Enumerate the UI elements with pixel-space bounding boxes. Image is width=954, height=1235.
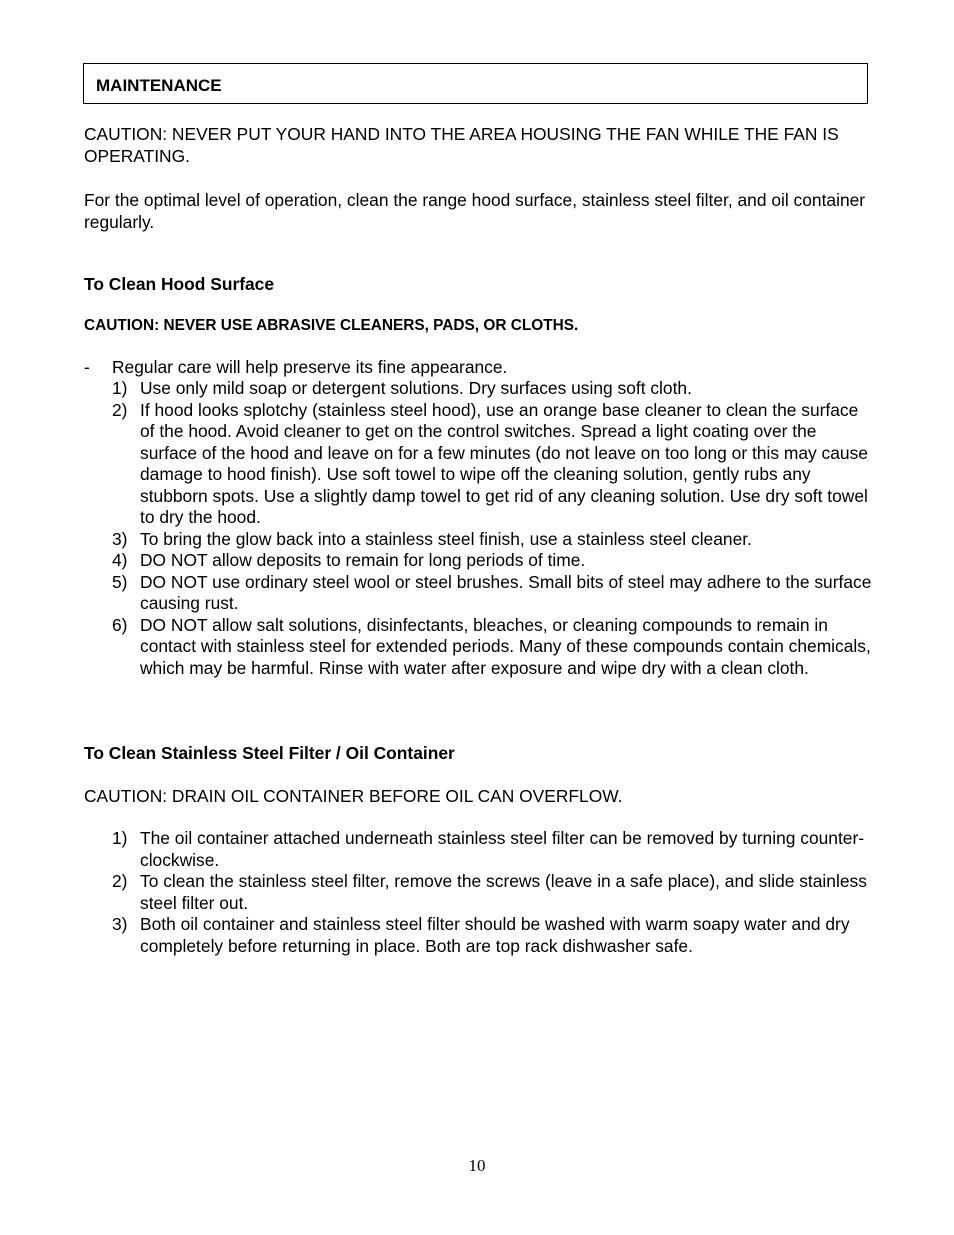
step-text: To bring the glow back into a stainless steel finish, use a stainless steel cleaner. bbox=[140, 528, 752, 549]
hood-surface-caution: CAUTION: NEVER USE ABRASIVE CLEANERS, PADS, OR CLOTHS. bbox=[84, 317, 579, 334]
step-number: 1) bbox=[112, 828, 128, 848]
page-number: 10 bbox=[468, 1156, 486, 1175]
section-title: MAINTENANCE bbox=[96, 76, 222, 95]
step-number: 2) bbox=[112, 871, 128, 891]
hood-surface-steps bbox=[84, 378, 874, 679]
step-number: 6) bbox=[112, 614, 128, 635]
step-text: To clean the stainless steel filter, remove the screws (leave in a safe place), and slide stainless steel filter out. bbox=[140, 871, 867, 913]
filter-steps bbox=[84, 828, 874, 957]
filter-caution: CAUTION: DRAIN OIL CONTAINER BEFORE OIL CAN OVERFLOW. bbox=[84, 786, 623, 806]
list-item bbox=[84, 871, 874, 914]
step-text: The oil container attached underneath stainless steel filter can be removed by turning counter-clockwise. bbox=[140, 828, 865, 870]
step-number: 4) bbox=[112, 550, 128, 570]
list-item bbox=[84, 615, 874, 680]
hood-surface-heading: To Clean Hood Surface bbox=[84, 274, 275, 294]
care-bullet-text: Regular care will help preserve its fine appearance. bbox=[112, 357, 508, 377]
step-text: Both oil container and stainless steel filter should be washed with warm soapy water and dry completely before returning in place. Both are top rack dishwasher safe. bbox=[140, 914, 850, 956]
intro-paragraph: For the optimal level of operation, clean the range hood surface, stainless steel filter, and oil container regularly. bbox=[84, 190, 866, 232]
step-text: DO NOT allow deposits to remain for long periods of time. bbox=[140, 550, 586, 570]
list-item bbox=[84, 550, 874, 572]
step-text: DO NOT allow salt solutions, disinfectants, bleaches, or cleaning compounds to remain in contact with stainless steel for extended periods. Many of these compounds contain chemicals, which may be harmful. Rinse with water after exposure and wipe dry with a clean cloth. bbox=[140, 614, 871, 678]
step-text: DO NOT use ordinary steel wool or steel brushes. Small bits of steel may adhere to the surface causing rust. bbox=[140, 571, 872, 613]
step-text: If hood looks splotchy (stainless steel hood), use an orange base cleaner to clean the surface of the hood. Avoid cleaner to get on the control switches. Spread a light coating over the surface of the hood and leave on for a few minutes (do not leave on too long or this may cause damage to hood finish). Use soft towel to wipe off the cleaning solution, gently rubs any stubborn spots. Use a slightly damp towel to get rid of any cleaning solution. Use dry soft towel to dry the hood. bbox=[140, 399, 868, 527]
filter-heading: To Clean Stainless Steel Filter / Oil Container bbox=[84, 743, 455, 763]
step-number: 5) bbox=[112, 571, 128, 592]
list-item bbox=[84, 378, 874, 400]
list-item bbox=[84, 529, 874, 551]
dash-marker: - bbox=[84, 357, 90, 377]
list-item bbox=[84, 828, 874, 871]
step-number: 3) bbox=[112, 528, 128, 549]
caution-fan: CAUTION: NEVER PUT YOUR HAND INTO THE AREA HOUSING THE FAN WHILE THE FAN IS OPERATING. bbox=[84, 124, 839, 166]
step-number: 2) bbox=[112, 399, 128, 420]
step-text: Use only mild soap or detergent solutions. Dry surfaces using soft cloth. bbox=[140, 378, 692, 398]
section-header-box bbox=[83, 63, 868, 104]
step-number: 1) bbox=[112, 378, 128, 398]
list-item bbox=[84, 572, 874, 615]
step-number: 3) bbox=[112, 914, 128, 934]
list-item bbox=[84, 914, 874, 957]
list-item bbox=[84, 400, 874, 529]
